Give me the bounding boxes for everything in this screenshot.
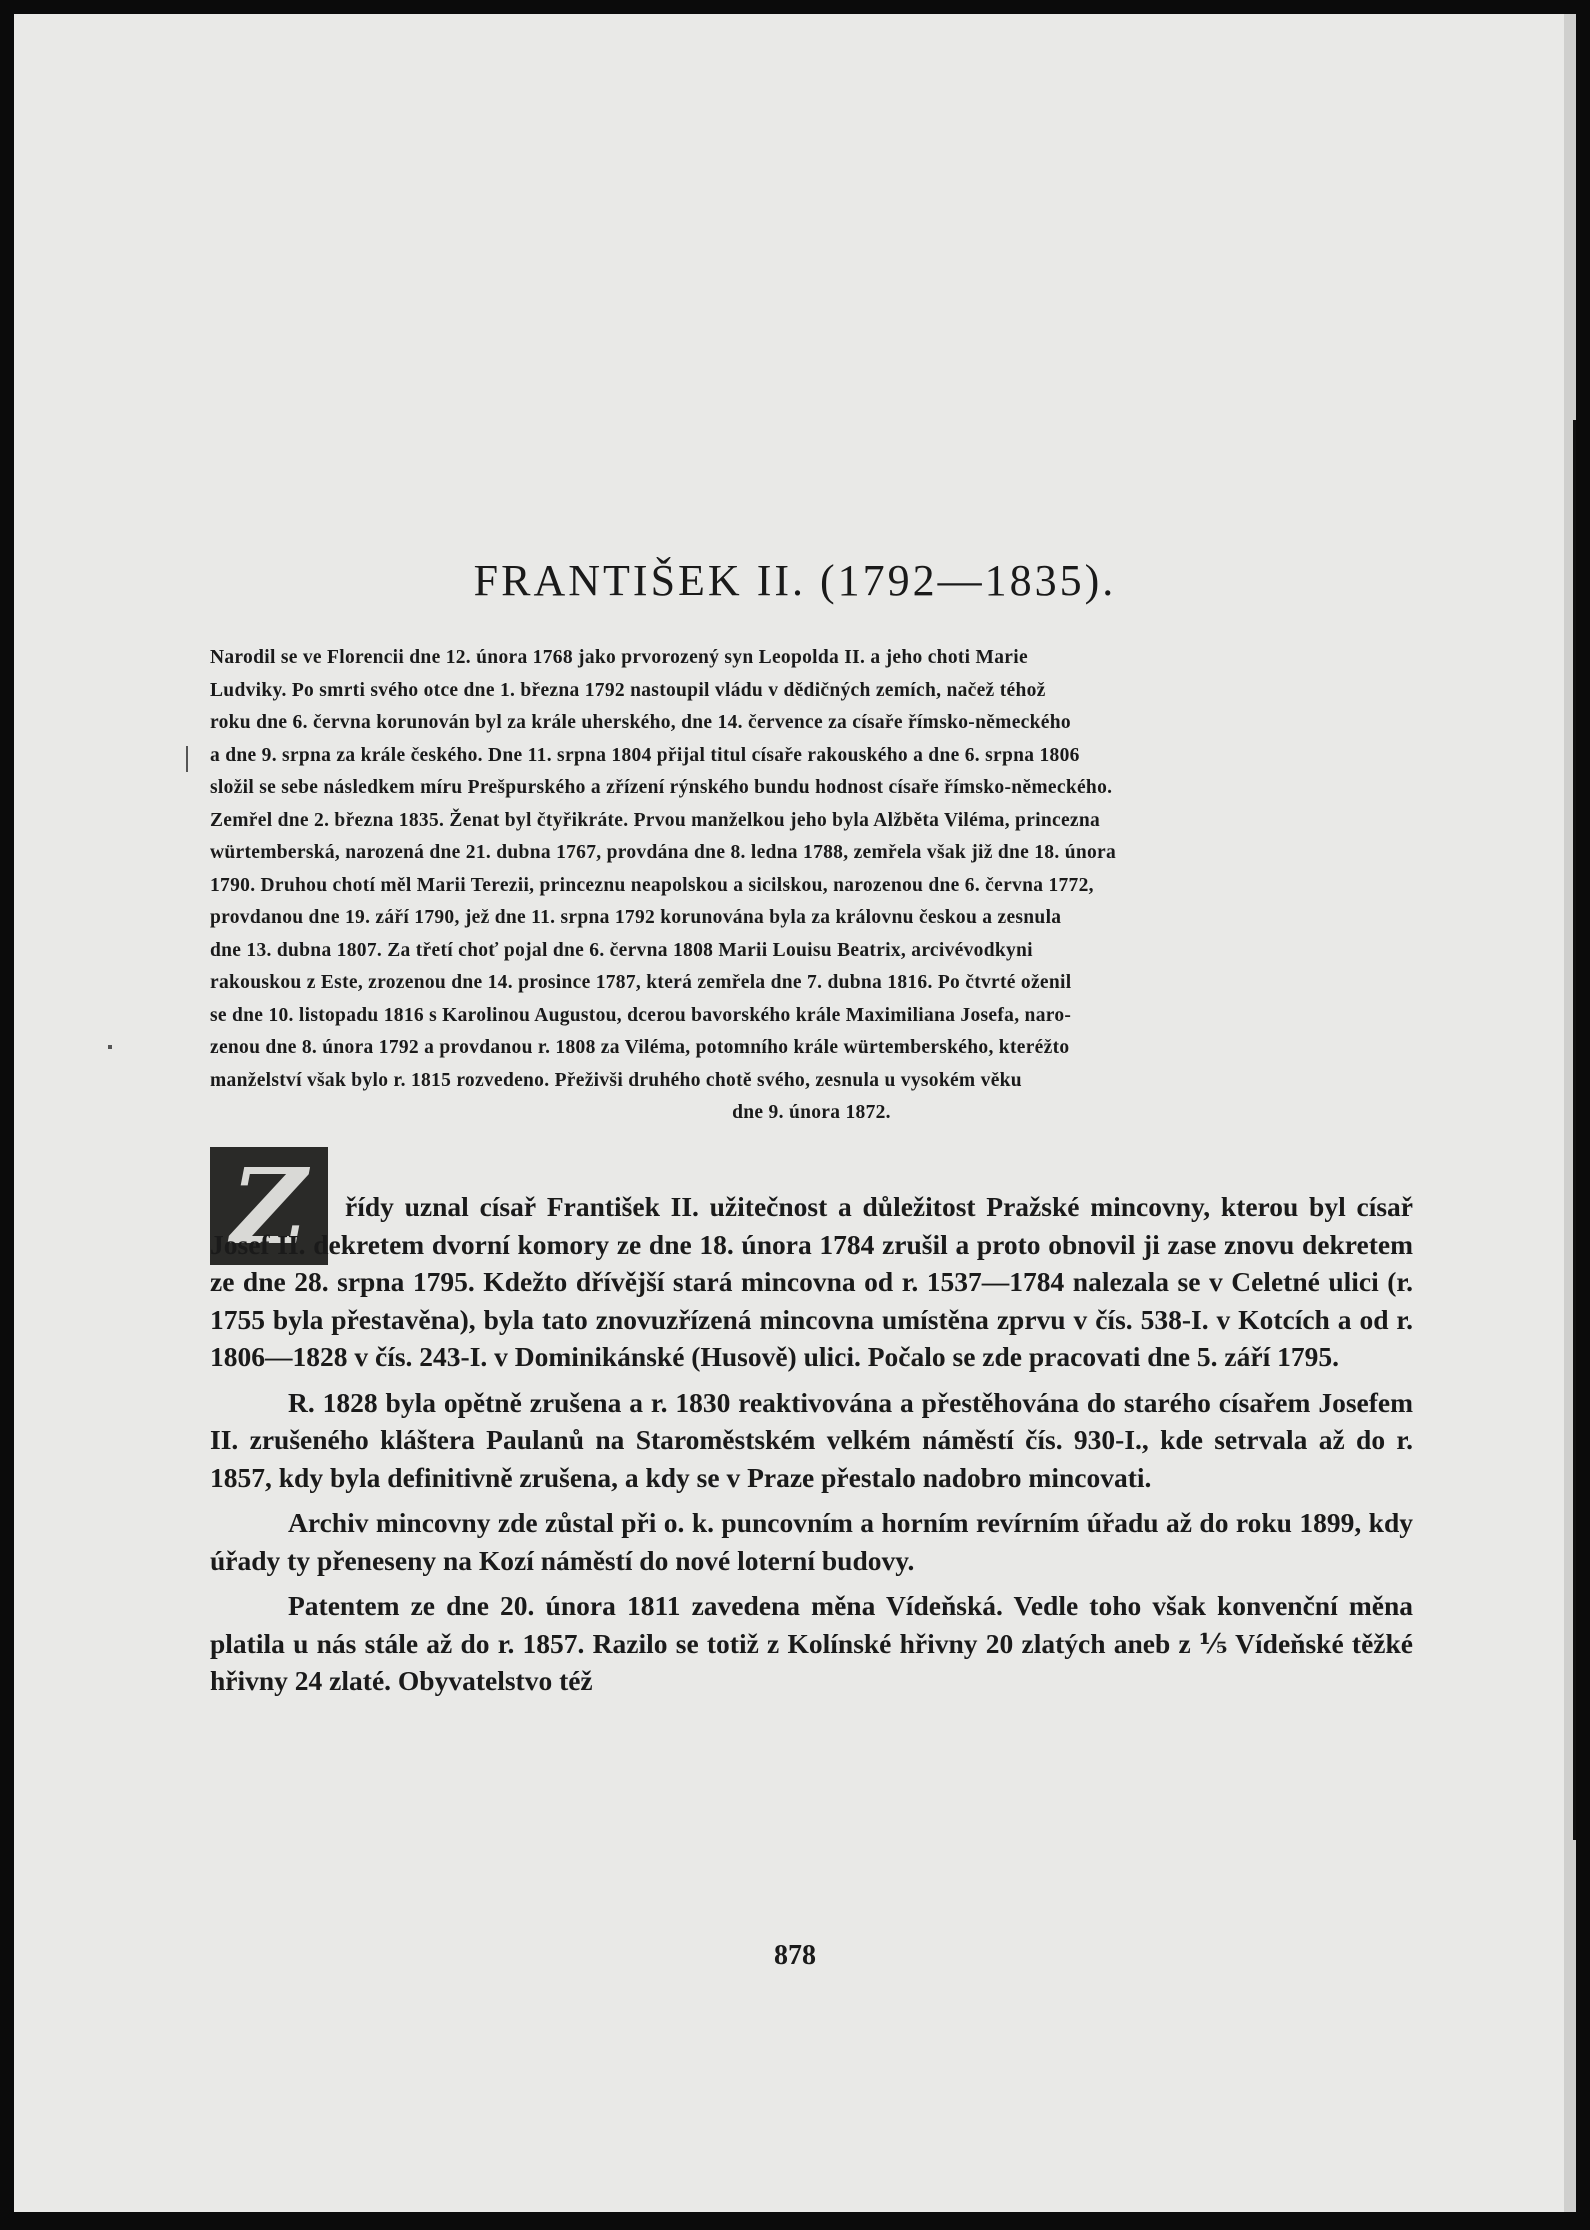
page-number: 878: [774, 1940, 816, 1971]
paragraph: Patentem ze dne 20. února 1811 zavedena měna Vídeňská. Vedle toho však konvenční měna platila u nás stále až do r. 1857. Razilo se totiž z Kolínské hřivny 20 zlatých aneb z ⅕ Vídeňské těžké hřivny 24 zlaté. Obyvatelstvo též: [210, 1590, 1413, 1696]
intro-line: Ludviky. Po smrti svého otce dne 1. března 1792 nastoupil vládu v dědičných zemích, načež téhož: [210, 679, 1046, 701]
intro-line: zenou dne 8. února 1792 a provdanou r. 1808 za Viléma, potomního krále würtemberského, kteréžto: [210, 1037, 1070, 1058]
intro-line: dne 13. dubna 1807. Za třetí choť pojal dne 6. června 1808 Marii Louisu Beatrix, arcivévodkyni: [210, 939, 1033, 961]
intro-last-line: dne 9. února 1872.: [732, 1102, 891, 1123]
paragraph: R. 1828 byla opětně zrušena a r. 1830 reaktivována a přestěhována do starého císařem Josefem II. zrušeného kláštera Paulanů na Staroměstském velkém náměstí čís. 930-I., kde setrvala až do r. 1857, kdy byla definitivně zrušena, a kdy se v Praze přestalo nadobro mincovati.: [210, 1386, 1413, 1493]
intro-line: provdanou dne 19. září 1790, jež dne 11. srpna 1792 korunována byla za královnu českou a zesnula: [210, 907, 1062, 928]
intro-line: a dne 9. srpna za krále českého. Dne 11. srpna 1804 přijal titul císaře rakouského a dne 6. srpna 1806: [210, 744, 1080, 766]
paragraph: Archiv mincovny zde zůstal při o. k. puncovním a horním revírním úřadu až do roku 1899, kdy úřady ty přeneseny na Kozí náměstí do nové loterní budovy.: [210, 1507, 1413, 1576]
drop-cap-letter: Z: [231, 1144, 307, 1268]
scan-mark: [186, 746, 188, 772]
intro-line: se dne 10. listopadu 1816 s Karolinou Augustou, dcerou bavorského krále Maximiliana Josefa, naro-: [210, 1004, 1072, 1026]
scan-speck: [108, 1045, 112, 1049]
page-title: FRANTIŠEK II. (1792—1835).: [473, 556, 1117, 605]
intro-line: roku dne 6. června korunován byl za krále uherského, dne 14. července za císaře římsko-německého: [210, 712, 1071, 733]
main-text: [210, 1188, 1413, 1708]
paragraph: řídy uznal císař František II. užitečnost a důležitost Pražské mincovny, kterou byl císař Josef II. dekretem dvorní komory ze dne 18. února 1784 zrušil a proto obnovil ji zase znovu dekretem ze dne 28. srpna 1795. Kdežto dřívější stará mincovna od r. 1537—1784 nalezala se v Celetné ulici (r. 1755 byla přestavěna), byla tato znovuzřízená mincovna umístěna zprvu v čís. 538-I. v Kotcích a od r. 1806—1828 v čís. 243-I. v Dominikánské (Husově) ulici. Počalo se zde pracovati dne 5. září 1795.: [210, 1191, 1413, 1372]
intro-line: rakouskou z Este, zrozenou dne 14. prosince 1787, která zemřela dne 7. dubna 1816. Po čtvrté oženil: [210, 972, 1072, 993]
intro-paragraph: [210, 642, 1413, 1130]
intro-line: 1790. Druhou chotí měl Marii Terezii, princeznu neapolskou a sicilskou, narozenou dne 6. června 1772,: [210, 874, 1094, 896]
intro-line: Narodil se ve Florencii dne 12. února 1768 jako prvorozený syn Leopolda II. a jeho choti Marie: [210, 647, 1028, 668]
intro-line: Zemřel dne 2. března 1835. Ženat byl čtyřikráte. Prvou manželkou jeho byla Alžběta Viléma, princezna: [210, 809, 1101, 831]
intro-line: würtemberská, narozená dne 21. dubna 1767, provdána dne 8. ledna 1788, zemřela však již dne 18. února: [210, 842, 1117, 863]
intro-line: složil se sebe následkem míru Prešpurského a zřízení rýnského bundu hodnost císaře římsko-německého.: [210, 777, 1113, 798]
intro-line: manželství však bylo r. 1815 rozvedeno. Přeživši druhého chotě svého, zesnula u vysokém věku: [210, 1069, 1022, 1091]
binding-rule: [1573, 420, 1576, 1840]
